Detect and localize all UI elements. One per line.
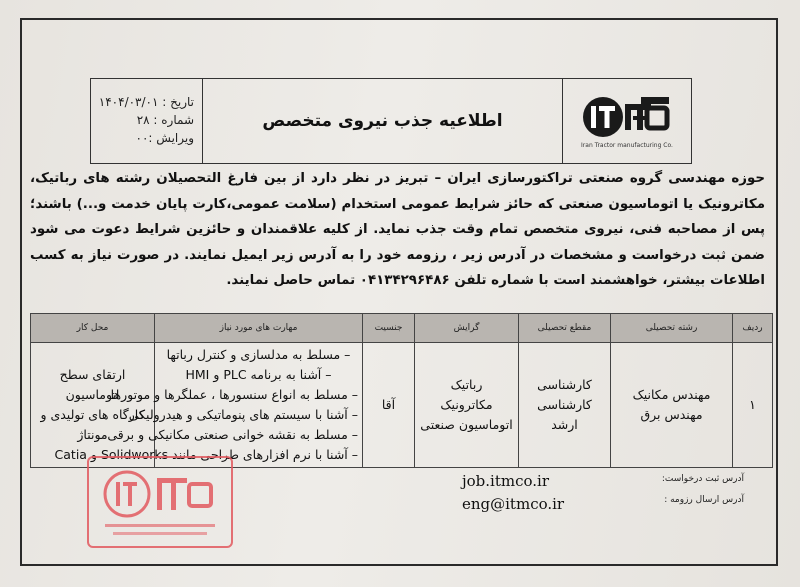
skill-item: – آشنا با نرم افزارهای طراحی مانند Solidworks و Catia [54,447,358,462]
itmco-logo-icon [581,94,673,140]
degree-item: کارشناسی ارشد [537,397,592,432]
workplace-line: ارتقای سطح اتوماسیون [59,367,126,402]
header-cell: رشته تحصیلی [611,314,733,343]
degree-cell [519,343,611,468]
address-values [462,470,564,516]
table-header-row [31,314,773,343]
major-item: مکاترونیک [440,397,493,412]
header-cell: محل کار [31,314,155,343]
field-item: مهندس مکانیک [632,387,711,402]
number-line: شماره : ۲۸ [136,113,194,127]
requirements-table [30,313,773,468]
major-item: رباتیک [450,377,483,392]
resume-address-label: آدرس ارسال رزومه : [664,495,744,505]
announcement-title: اطلاعیه جذب نیروی متخصص [203,79,563,163]
company-logo [563,79,691,163]
logo-caption: Iran Tractor manufacturing Co. [581,141,673,149]
major-item: اتوماسیون صنعتی [420,417,513,432]
table-row [31,343,773,468]
header-cell: ردیف [733,314,773,343]
workplace-line: کارگاه های تولیدی و [40,407,145,422]
workplace-line: مونتاژ [77,427,108,442]
header-cell: مقطع تحصیلی [519,314,611,343]
address-labels [644,474,744,516]
row-index: ۱ [733,343,773,468]
degree-item: کارشناسی [537,377,592,392]
gender-cell: آقا [363,343,415,468]
header-cell: جنسیت [363,314,415,343]
header-cell: مهارت های مورد نیاز [155,314,363,343]
skill-item: – مسلط به انواع سنسورها ، عملگرها و موتورها [110,387,358,402]
register-url-link[interactable]: job.itmco.ir [462,472,550,490]
document-meta [91,79,203,163]
field-cell [611,343,733,468]
announcement-body: حوزه مهندسی گروه صنعتی تراکتورسازی ایران – تبریز در نظر دارد از بین فارغ التحصیلان رشته های رباتیک، مکاترونیک یا اتوماسیون صنعتی که حائز شرایط عمومی استخدام (سلامت عمومی،کارت پایان خدمت و...) باشند؛ پس از مصاحبه فنی، نیروی متخصص تمام وقت جذب نماید. از کلیه علاقمندان و حائزین شرایط دعوت می شود ضمن ثبت درخواست و مشخصات در آدرس زیر ، رزومه خود را به آدرس زیر ایمیل نمایند. در صورت نیاز به کسب اطلاعات بیشتر، خواهشمند است با شماره تلفن ۰۴۱۳۴۲۹۶۴۸۶ تماس حاصل نمایند. [30,171,765,288]
resume-email-link[interactable]: eng@itmco.ir [462,495,565,513]
skill-item: – مسلط به مدلسازی و کنترل رباتها [166,347,351,362]
date-line: تاریخ : ۱۴۰۴/۰۳/۰۱ [98,95,194,109]
skill-item: – آشنا به برنامه PLC و HMI [185,367,332,382]
skill-item: – مسلط به نقشه خوانی صنعتی مکانیکی و برقی [107,427,358,442]
skill-item: – آشنا با سیستم های پنوماتیکی و هیدرولیکی [128,407,358,422]
header-cell: گرایش [415,314,519,343]
letter-header [90,78,692,164]
stamp-logo-icon [89,458,231,546]
major-cell [415,343,519,468]
field-item: مهندس برق [640,407,703,422]
edition-line: ویرایش :۰۰ [135,131,194,145]
company-stamp [87,456,233,548]
register-address-label: آدرس ثبت درخواست: [661,474,744,484]
